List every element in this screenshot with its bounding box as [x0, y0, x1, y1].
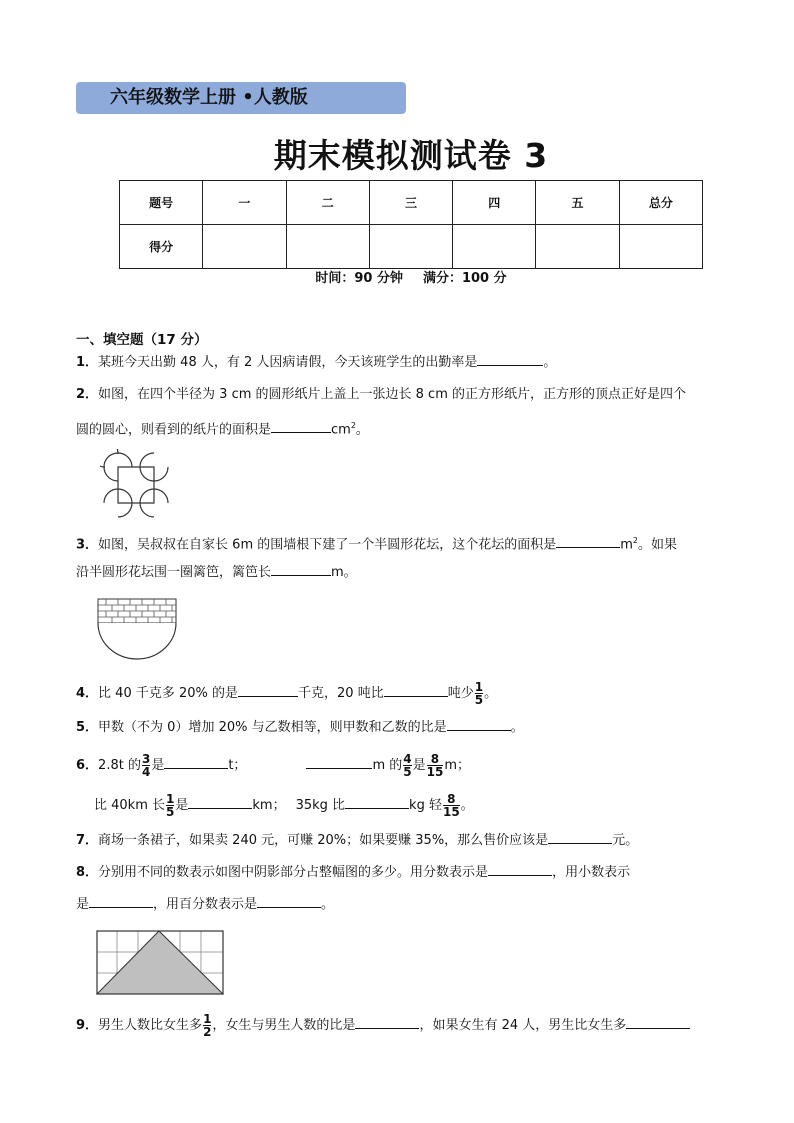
question-text: 如图，吴叔叔在自家长 6m 的围墙根下建了一个半圆形花坛，这个花坛的面积是: [98, 537, 557, 553]
answer-blank[interactable]: [384, 684, 448, 697]
question-text: 千克，20 吨比: [298, 686, 384, 701]
question-text: 甲数（不为 0）增加 20% 与乙数相等，则甲数和乙数的比是: [98, 720, 447, 735]
fraction: [427, 753, 444, 778]
exam-time: 时间：90 分钟: [315, 271, 403, 286]
question-text: 元。: [612, 833, 639, 848]
question-text: 男生人数比女生多: [98, 1018, 203, 1033]
unit: m: [620, 537, 633, 553]
numerator: 1: [166, 792, 175, 806]
unit: cm: [331, 422, 351, 438]
answer-blank[interactable]: [306, 756, 372, 769]
numerator: 3: [141, 752, 151, 766]
question-text: 是: [175, 798, 189, 813]
table-cell: 五: [536, 181, 619, 225]
section-title: 一、填空题（17 分）: [76, 332, 208, 348]
question-number: 8．: [76, 865, 99, 880]
question-3-line2: [76, 563, 357, 583]
denominator: 5: [474, 693, 484, 707]
fraction: [203, 1013, 211, 1038]
question-text: m 的: [372, 758, 403, 773]
score-cell[interactable]: [286, 225, 369, 269]
question-number: 9．: [76, 1018, 99, 1033]
question-text: 。: [321, 897, 335, 912]
numerator: 8: [430, 752, 440, 766]
denominator: 5: [403, 765, 412, 779]
score-cell[interactable]: [536, 225, 619, 269]
answer-blank[interactable]: [477, 353, 543, 366]
question-number: 6．: [76, 758, 99, 773]
score-cell[interactable]: [453, 225, 536, 269]
question-text: 比 40 千克多 20% 的是: [98, 686, 239, 701]
answer-blank[interactable]: [355, 1016, 419, 1029]
question-text: 吨少: [447, 686, 474, 701]
question-text: 沿半圆形花坛围一圈篱笆，篱笆长: [76, 565, 272, 580]
wall-flowerbed-figure: [96, 597, 178, 661]
question-number: 7．: [76, 833, 99, 848]
question-number: 2．: [76, 387, 99, 402]
question-text: ，用百分数表示是: [153, 897, 258, 912]
fraction: [403, 753, 411, 778]
question-text: 2.8t 的: [98, 758, 141, 773]
question-5: [76, 718, 524, 738]
question-text: 。: [543, 355, 557, 370]
question-6-line2: [94, 793, 474, 818]
question-text: m。: [331, 565, 357, 580]
denominator: 2: [203, 1025, 212, 1039]
table-cell: 一: [203, 181, 286, 225]
question-text: m；: [444, 758, 470, 773]
fraction: [166, 793, 174, 818]
answer-blank[interactable]: [488, 863, 552, 876]
question-text: t；: [228, 758, 247, 773]
score-cell[interactable]: [369, 225, 452, 269]
numerator: 4: [403, 752, 412, 766]
table-row: [120, 225, 703, 269]
unit-superscript: 2: [632, 536, 639, 545]
page-title: 期末模拟测试卷 3: [273, 136, 549, 175]
question-text: 商场一条裙子，如果卖 240 元，可赚 20%；如果要赚 35%，那么售价应该是: [98, 833, 549, 848]
denominator: 15: [426, 765, 444, 779]
question-text: 某班今天出勤 48 人，有 2 人因病请假，今天该班学生的出勤率是: [98, 355, 478, 370]
question-2: [76, 385, 686, 405]
question-8-line2: [76, 895, 334, 915]
question-text: 。如果: [638, 537, 678, 553]
question-7: [76, 831, 638, 851]
question-text: kg 轻: [409, 798, 442, 813]
question-4: [76, 681, 497, 706]
question-text: 。: [484, 686, 498, 701]
answer-blank[interactable]: [271, 563, 331, 576]
score-table: [119, 180, 703, 269]
numerator: 1: [203, 1012, 212, 1026]
answer-blank[interactable]: [345, 796, 409, 809]
question-number: 1．: [76, 355, 99, 370]
question-text: 分别用不同的数表示如图中阴影部分占整幅图的多少。用分数表示是: [98, 865, 489, 880]
table-row: [120, 181, 703, 225]
answer-blank[interactable]: [447, 718, 511, 731]
table-cell: 四: [453, 181, 536, 225]
question-text: 。: [510, 720, 524, 735]
exam-full-score: 满分：100 分: [422, 271, 507, 286]
question-text: ，如果女生有 24 人，男生比女生多: [419, 1018, 627, 1033]
question-number: 5．: [76, 720, 99, 735]
question-text: 35kg 比: [295, 798, 346, 813]
answer-blank[interactable]: [626, 1016, 690, 1029]
question-2-line2: [76, 416, 369, 440]
question-text: 。: [355, 422, 369, 438]
table-cell: 得分: [120, 225, 203, 269]
question-text: 圆的圆心，则看到的纸片的面积是: [76, 422, 272, 438]
fraction: [443, 793, 460, 818]
question-6: [76, 753, 470, 778]
numerator: 8: [447, 792, 456, 806]
table-cell: 三: [369, 181, 452, 225]
answer-blank[interactable]: [257, 895, 321, 908]
question-1: [76, 353, 556, 373]
table-cell: 题号: [120, 181, 203, 225]
answer-blank[interactable]: [188, 796, 252, 809]
denominator: 5: [166, 805, 175, 819]
shaded-triangle-grid-figure: [96, 930, 224, 995]
question-number: 3．: [76, 537, 99, 553]
question-9: [76, 1013, 690, 1038]
numerator: 1: [474, 680, 484, 694]
unit-superscript: 2: [350, 421, 356, 430]
score-cell[interactable]: [203, 225, 286, 269]
question-text: 如图，在四个半径为 3 cm 的圆形纸片上盖上一张边长 8 cm 的正方形纸片，正方形的顶点正好是四个: [98, 387, 687, 402]
circles-square-figure: [100, 449, 172, 521]
table-cell: 总分: [619, 181, 702, 225]
question-text: ，用小数表示: [552, 865, 631, 880]
answer-blank[interactable]: [556, 535, 620, 548]
question-text: 是: [412, 758, 426, 773]
question-text: 是: [76, 897, 90, 912]
answer-blank[interactable]: [89, 895, 153, 908]
question-8: [76, 863, 630, 883]
grade-badge: 六年级数学上册 •人教版: [76, 82, 406, 114]
table-cell: 二: [286, 181, 369, 225]
answer-blank[interactable]: [238, 684, 298, 697]
answer-blank[interactable]: [271, 420, 331, 433]
question-text: 。: [460, 798, 474, 813]
question-3: [76, 531, 677, 555]
denominator: 4: [141, 765, 151, 779]
fraction: [142, 753, 150, 778]
question-number: 4．: [76, 686, 99, 701]
answer-blank[interactable]: [548, 831, 612, 844]
question-text: km；: [252, 798, 286, 813]
score-cell[interactable]: [619, 225, 702, 269]
answer-blank[interactable]: [164, 756, 228, 769]
question-text: ，女生与男生人数的比是: [212, 1018, 356, 1033]
question-text: 比 40km 长: [94, 798, 165, 813]
question-text: 是: [151, 758, 165, 773]
exam-info: [0, 267, 794, 286]
denominator: 15: [442, 805, 460, 819]
fraction: [475, 681, 483, 706]
